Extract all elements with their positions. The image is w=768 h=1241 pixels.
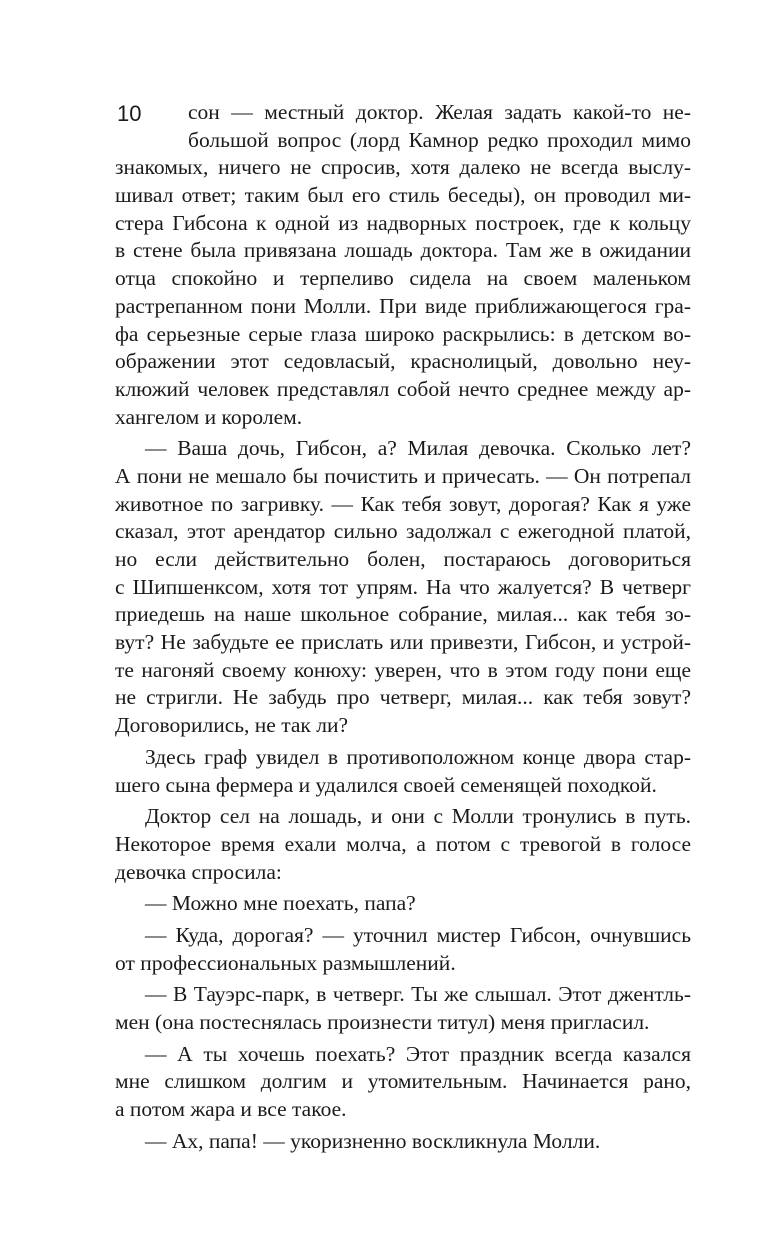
text-line: приедешь на наше школьное собрание, милая... как тебя зо- <box>115 602 691 627</box>
body-text <box>115 99 691 1155</box>
text-line: — Ах, папа! — укоризненно воскликнула Молли. <box>145 1128 601 1153</box>
paragraph <box>115 1128 691 1156</box>
text-line: фа серьезные серые глаза широко раскрылись: в детском во- <box>115 321 691 346</box>
paragraph <box>115 435 691 740</box>
text-line: Договорились, не так ли? <box>115 713 349 738</box>
text-line: отца спокойно и терпеливо сидела на своем маленьком <box>115 266 691 291</box>
text-line: А пони не мешало бы почистить и причесать. — Он потрепал <box>115 463 691 488</box>
text-line: растрепанном пони Молли. При виде приближающегося гра- <box>115 293 691 318</box>
text-line: мен (она постеснялась произнести титул) меня пригласил. <box>115 1010 650 1034</box>
text-line: — Ваша дочь, Гибсон, а? Милая девочка. Сколько лет? <box>145 436 691 461</box>
text-line: — В Тауэрс-парк, в четверг. Ты же слышал. Этот джентль- <box>145 982 691 1007</box>
text-line: в стене была привязана лошадь доктора. Там же в ожидании <box>115 238 691 263</box>
text-line: хангелом и королем. <box>115 404 303 429</box>
paragraph <box>115 890 691 918</box>
text-line: — Куда, дорогая? — уточнил мистер Гибсон, очнувшись <box>145 922 691 947</box>
paragraph <box>115 981 691 1036</box>
paragraph <box>115 744 691 799</box>
text-line: Здесь граф увидел в противоположном конце двора стар- <box>145 744 691 769</box>
paragraph <box>115 1041 691 1124</box>
paragraph <box>115 922 691 977</box>
text-line: шего сына фермера и удалился своей семенящей походкой. <box>115 772 657 797</box>
text-line: вут? Не забудьте ее прислать или привезти, Гибсон, и устрой- <box>115 630 691 655</box>
text-line: — А ты хочешь поехать? Этот праздник всегда казался <box>145 1041 691 1066</box>
text-line: ображении этот седовласый, краснолицый, довольно неу- <box>115 349 691 374</box>
text-line: знакомых, ничего не спросив, хотя далеко не всегда выслу- <box>115 155 691 180</box>
page-number: 10 <box>117 101 142 126</box>
text-line: мне слишком долгим и утомительным. Начинается рано, <box>115 1069 691 1094</box>
text-line: Доктор сел на лошадь, и они с Молли тронулись в путь. <box>145 804 691 829</box>
text-line: сон — местный доктор. Желая задать какой-то не- <box>188 100 691 124</box>
text-line: Некоторое время ехали молча, а потом с тревогой в голосе <box>115 831 691 856</box>
text-line: клюжий человек представлял собой нечто среднее между ар- <box>115 376 691 401</box>
text-line: — Можно мне поехать, папа? <box>145 891 416 916</box>
text-line: животное по загривку. — Как тебя зовут, дорогая? Как я уже <box>115 491 691 516</box>
text-line: не стригли. Не забудь про четверг, милая... как тебя зовут? <box>115 685 691 710</box>
text-line: сказал, этот арендатор сильно задолжал с ежегодной платой, <box>115 519 691 544</box>
text-line: шивал ответ; таким был его стиль беседы), он проводил ми- <box>115 183 691 208</box>
text-line: а потом жара и все такое. <box>115 1097 347 1122</box>
text-line: большой вопрос (лорд Камнор редко проходил мимо <box>188 127 691 152</box>
text-line: девочка спросила: <box>115 859 282 884</box>
text-line: те нагоняй своему конюху: уверен, что в этом году пони еще <box>115 657 691 682</box>
text-line: но если действительно болен, постараюсь договориться <box>115 547 691 571</box>
text-line: от профессиональных размышлений. <box>115 950 456 975</box>
paragraph <box>115 99 691 431</box>
text-line: стера Гибсона к одной из надворных построек, где к кольцу <box>115 210 691 235</box>
text-line: с Шипшенксом, хотя тот упрям. На что жалуется? В четверг <box>115 574 691 599</box>
paragraph <box>115 803 691 886</box>
